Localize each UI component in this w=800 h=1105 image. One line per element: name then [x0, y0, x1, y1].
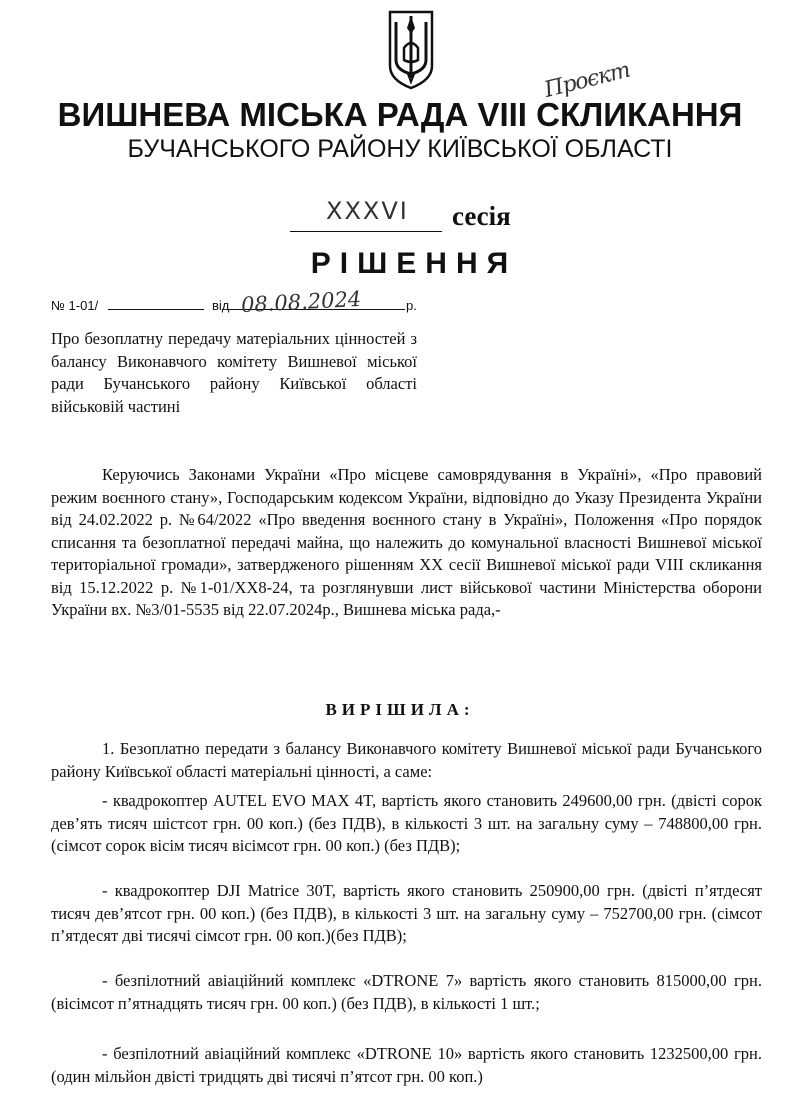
decision-year-suffix: р.: [406, 298, 417, 313]
trident-emblem-icon: [382, 8, 440, 90]
decision-heading: РІШЕННЯ: [310, 247, 518, 280]
resolved-heading: ВИРІШИЛА:: [325, 700, 475, 719]
preamble-paragraph: Керуючись Законами України «Про місцеве самоврядування в Україні», «Про правовий режим воєнного стану», Господарським кодексом України, відповідно до Указу Президента України від 24.02.2022 р. №64/2022 «Про введення воєнного стану в Україні», Положення «Про порядок списання та безоплатної передачі майна, що належить до комунальної власності Вишневої міської територіальної громади», затвердженого рішенням XX сесії Вишневої міської ради VIII скликання від 15.12.2022 р. №1-01/XX8-24, та розглянувши лист військової частини Міністерства оборони України вх. №3/01-5535 від 22.07.2024р., Вишнева міська рада,-: [51, 465, 762, 619]
session-number-blank: [290, 231, 442, 232]
decision-date-handwritten: 08.08.2024: [240, 286, 362, 318]
decision-number-row: [51, 286, 471, 318]
item-1-intro: 1. Безоплатно передати з балансу Виконавчого комітету Вишневої міської ради Бучанського району Київської області матеріальні цінності, а саме:: [51, 739, 762, 781]
handwritten-draft-note: Проєкт: [541, 57, 633, 103]
decision-number-prefix: № 1-01/: [51, 298, 99, 313]
council-title: ВИШНЕВА МІСЬКА РАДА VIII СКЛИКАННЯ: [57, 96, 743, 133]
list-item: - квадрокоптер DJI Matrice 30T, вартість якого становить 250900,00 грн. (двісті п’ятдесят тисяч дев’ятсот грн. 00 коп.) (без ПДВ), в кількості 3 шт. на загальну суму – 752700,00 грн. (сімсот п’ятдесят дві тисячі сімсот грн. 00 коп.)(без ПДВ);: [51, 881, 762, 945]
list-item: - квадрокоптер AUTEL EVO MAX 4T, вартість якого становить 249600,00 грн. (двісті сорок дев’ять тисяч шістсот грн. 00 коп.) (без ПДВ), в кількості 3 шт. на загальну суму – 748800,00 грн. (сімсот сорок вісім тисяч вісімсот грн. 00 коп.) (без ПДВ);: [51, 791, 762, 855]
decision-subject: Про безоплатну передачу матеріальних цінностей з балансу Виконавчого комітету Вишневої міської ради Бучанського району Київської області військовій частині: [51, 329, 417, 416]
session-line: [290, 197, 590, 237]
decision-from-label: від: [212, 298, 230, 313]
session-label: сесія: [452, 201, 511, 231]
session-number-handwritten: XXXVI: [326, 197, 409, 225]
list-item: - безпілотний авіаційний комплекс «DTRONE 7» вартість якого становить 815000,00 грн. (вісімсот п’ятнадцять тисяч грн. 00 коп.) (без ПДВ), в кількості 1 шт.;: [51, 971, 762, 1013]
decision-number-blank: [108, 309, 204, 310]
list-item: - безпілотний авіаційний комплекс «DTRONE 10» вартість якого становить 1232500,00 грн. (один мільйон двісті тридцять дві тисячі п’ятсот грн. 00 коп.): [51, 1044, 762, 1086]
council-subtitle: БУЧАНСЬКОГО РАЙОНУ КИЇВСЬКОЇ ОБЛАСТІ: [127, 135, 673, 163]
